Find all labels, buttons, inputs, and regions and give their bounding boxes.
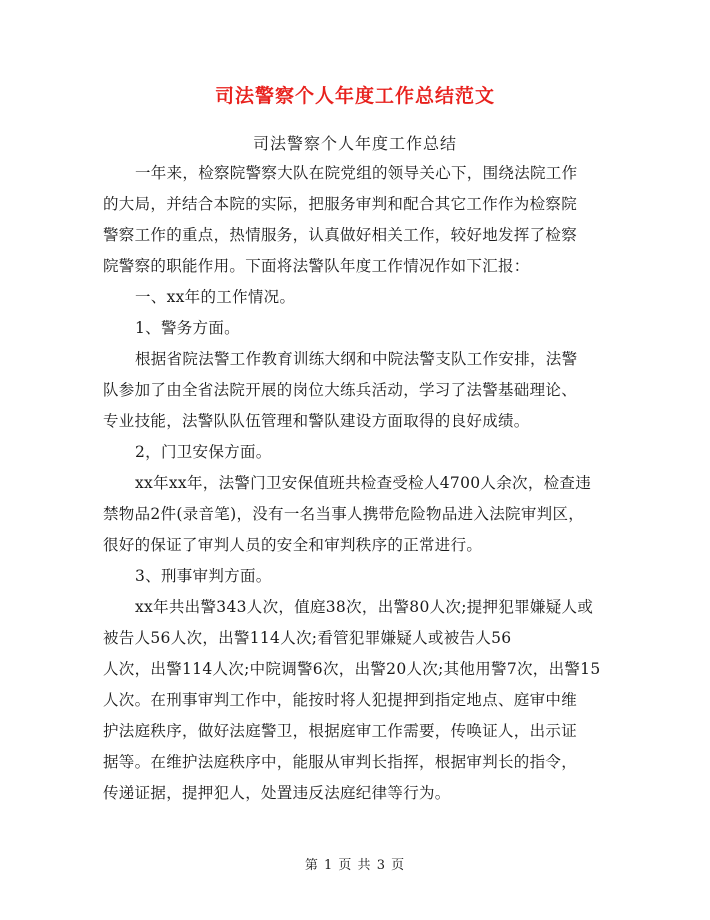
text-line: 的大局，并结合本院的实际，把服务审判和配合其它工作作为检察院 — [103, 195, 578, 213]
text-line: 警察工作的重点，热情服务，认真做好相关工作，较好地发挥了检察 — [103, 226, 578, 244]
section-heading: 一、xx年的工作情况。 — [135, 288, 296, 306]
text-line: 被告人56人次，出警114人次;看管犯罪嫌疑人或被告人56 — [103, 629, 512, 647]
subsection-heading: 3、刑事审判方面。 — [135, 567, 272, 585]
text-line: 很好的保证了审判人员的安全和审判秩序的正常进行。 — [103, 536, 483, 554]
subsection-heading: 2，门卫安保方面。 — [135, 443, 272, 461]
text-line: 队参加了由全省法院开展的岗位大练兵活动，学习了法警基础理论、 — [103, 381, 578, 399]
text-line: 院警察的职能作用。下面将法警队年度工作情况作如下汇报： — [103, 257, 530, 275]
subsection-heading: 1、警务方面。 — [135, 319, 240, 337]
document-body — [103, 158, 609, 809]
text-line: xx年xx年，法警门卫安保值班共检查受检人4700人余次，检查违 — [135, 474, 592, 492]
document-subtitle: 司法警察个人年度工作总结 — [252, 134, 457, 153]
text-line: 人次。在刑事审判工作中，能按时将人犯提押到指定地点、庭审中维 — [103, 691, 578, 709]
text-line: 人次，出警114人次;中院调警6次，出警20人次;其他用警7次，出警15 — [103, 660, 601, 678]
text-line: 根据省院法警工作教育训练大纲和中院法警支队工作安排，法警 — [135, 350, 578, 368]
text-line: 护法庭秩序，做好法庭警卫，根据庭审工作需要，传唤证人，出示证 — [103, 722, 578, 740]
document-title: 司法警察个人年度工作总结范文 — [214, 85, 495, 107]
text-line: xx年共出警343人次，值庭38次，出警80人次;提押犯罪嫌疑人或 — [135, 598, 594, 616]
text-line: 禁物品2件(录音笔)，没有一名当事人携带危险物品进入法院审判区， — [103, 505, 585, 523]
page-footer: 第 1 页 共 3 页 — [304, 858, 406, 873]
text-line: 传递证据，提押犯人，处置违反法庭纪律等行为。 — [103, 784, 451, 802]
text-line: 一年来，检察院警察大队在院党组的领导关心下，围绕法院工作 — [135, 164, 578, 182]
text-line: 专业技能，法警队队伍管理和警队建设方面取得的良好成绩。 — [103, 412, 530, 430]
text-line: 据等。在维护法庭秩序中，能服从审判长指挥，根据审判长的指令， — [103, 753, 578, 771]
